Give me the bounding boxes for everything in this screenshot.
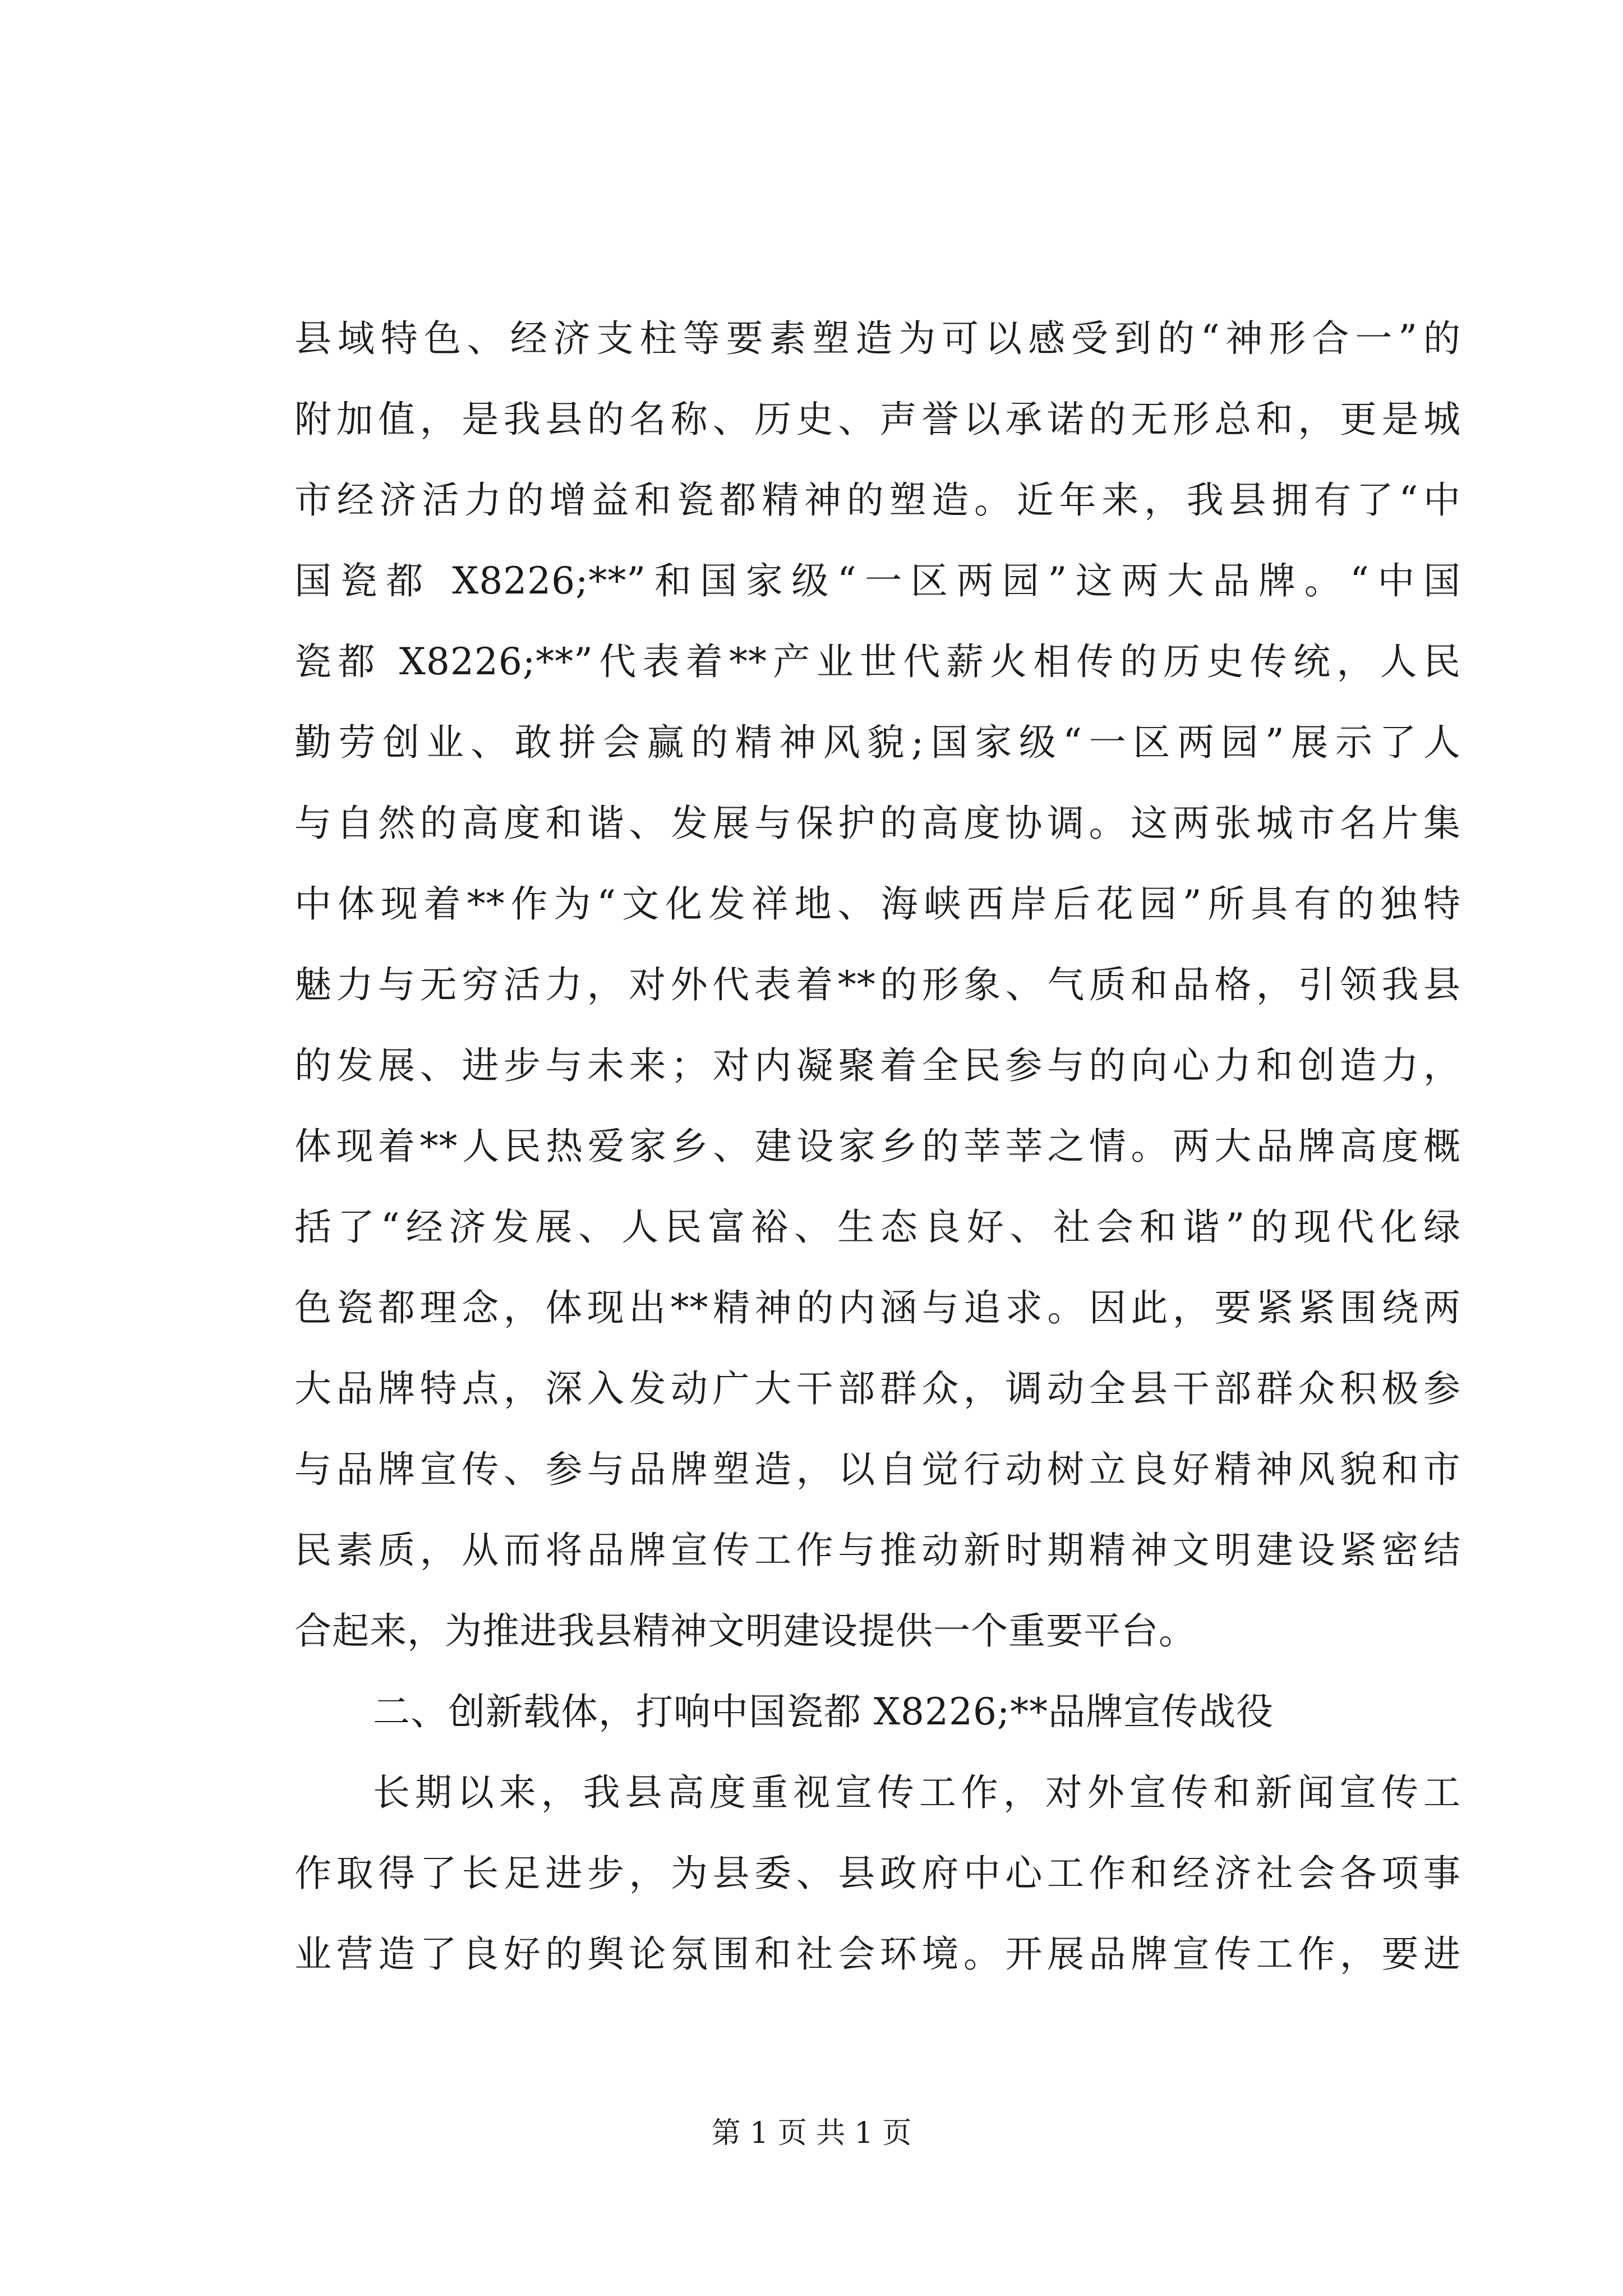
text-line: 长期以来，我县高度重视宣传工作，对外宣传和新闻宣传工: [373, 1771, 1461, 1814]
text-line: 的发展、进步与未来；对内凝聚着全民参与的向心力和创造力，: [294, 1044, 1461, 1087]
text-line: 瓷都 X8226;**”代表着**产业世代薪火相传的历史传统，人民: [294, 640, 1461, 683]
text-line: 大品牌特点，深入发动广大干部群众，调动全县干部群众积极参: [294, 1367, 1461, 1410]
section-heading: 二、创新载体，打响中国瓷都 X8226;**品牌宣传战役: [373, 1690, 1274, 1733]
text-line: 民素质，从而将品牌宣传工作与推动新时期精神文明建设紧密结: [294, 1529, 1461, 1572]
text-line: 合起来，为推进我县精神文明建设提供一个重要平台。: [294, 1609, 1196, 1653]
text-line: 与自然的高度和谐、发展与保护的高度协调。这两张城市名片集: [294, 802, 1461, 845]
text-line: 色瓷都理念，体现出**精神的内涵与追求。因此，要紧紧围绕两: [294, 1286, 1461, 1329]
page-footer: 第 1 页 共 1 页: [711, 2116, 912, 2150]
text-line: 国瓷都 X8226;**”和国家级“一区两园”这两大品牌。“中国: [294, 559, 1461, 602]
text-line: 附加值，是我县的名称、历史、声誉以承诺的无形总和，更是城: [294, 398, 1461, 441]
text-line: 作取得了长足进步，为县委、县政府中心工作和经济社会各项事: [294, 1852, 1461, 1895]
text-line: 魅力与无穷活力，对外代表着**的形象、气质和品格，引领我县: [294, 963, 1461, 1006]
text-line: 括了“经济发展、人民富裕、生态良好、社会和谐”的现代化绿: [294, 1205, 1461, 1249]
text-line: 勤劳创业、敢拼会赢的精神风貌;国家级“一区两园”展示了人: [294, 721, 1461, 764]
text-line: 与品牌宣传、参与品牌塑造，以自觉行动树立良好精神风貌和市: [294, 1448, 1461, 1491]
text-line: 市经济活力的增益和瓷都精神的塑造。近年来，我县拥有了“中: [294, 478, 1461, 522]
text-line: 体现着**人民热爱家乡、建设家乡的莘莘之情。两大品牌高度概: [294, 1125, 1461, 1168]
body-text: [294, 298, 1461, 1995]
text-line: 业营造了良好的舆论氛围和社会环境。开展品牌宣传工作，要进: [294, 1932, 1461, 1976]
text-line: 中体现着**作为“文化发祥地、海峡西岸后花园”所具有的独特: [294, 882, 1461, 926]
text-line: 县域特色、经济支柱等要素塑造为可以感受到的“神形合一”的: [294, 317, 1461, 360]
